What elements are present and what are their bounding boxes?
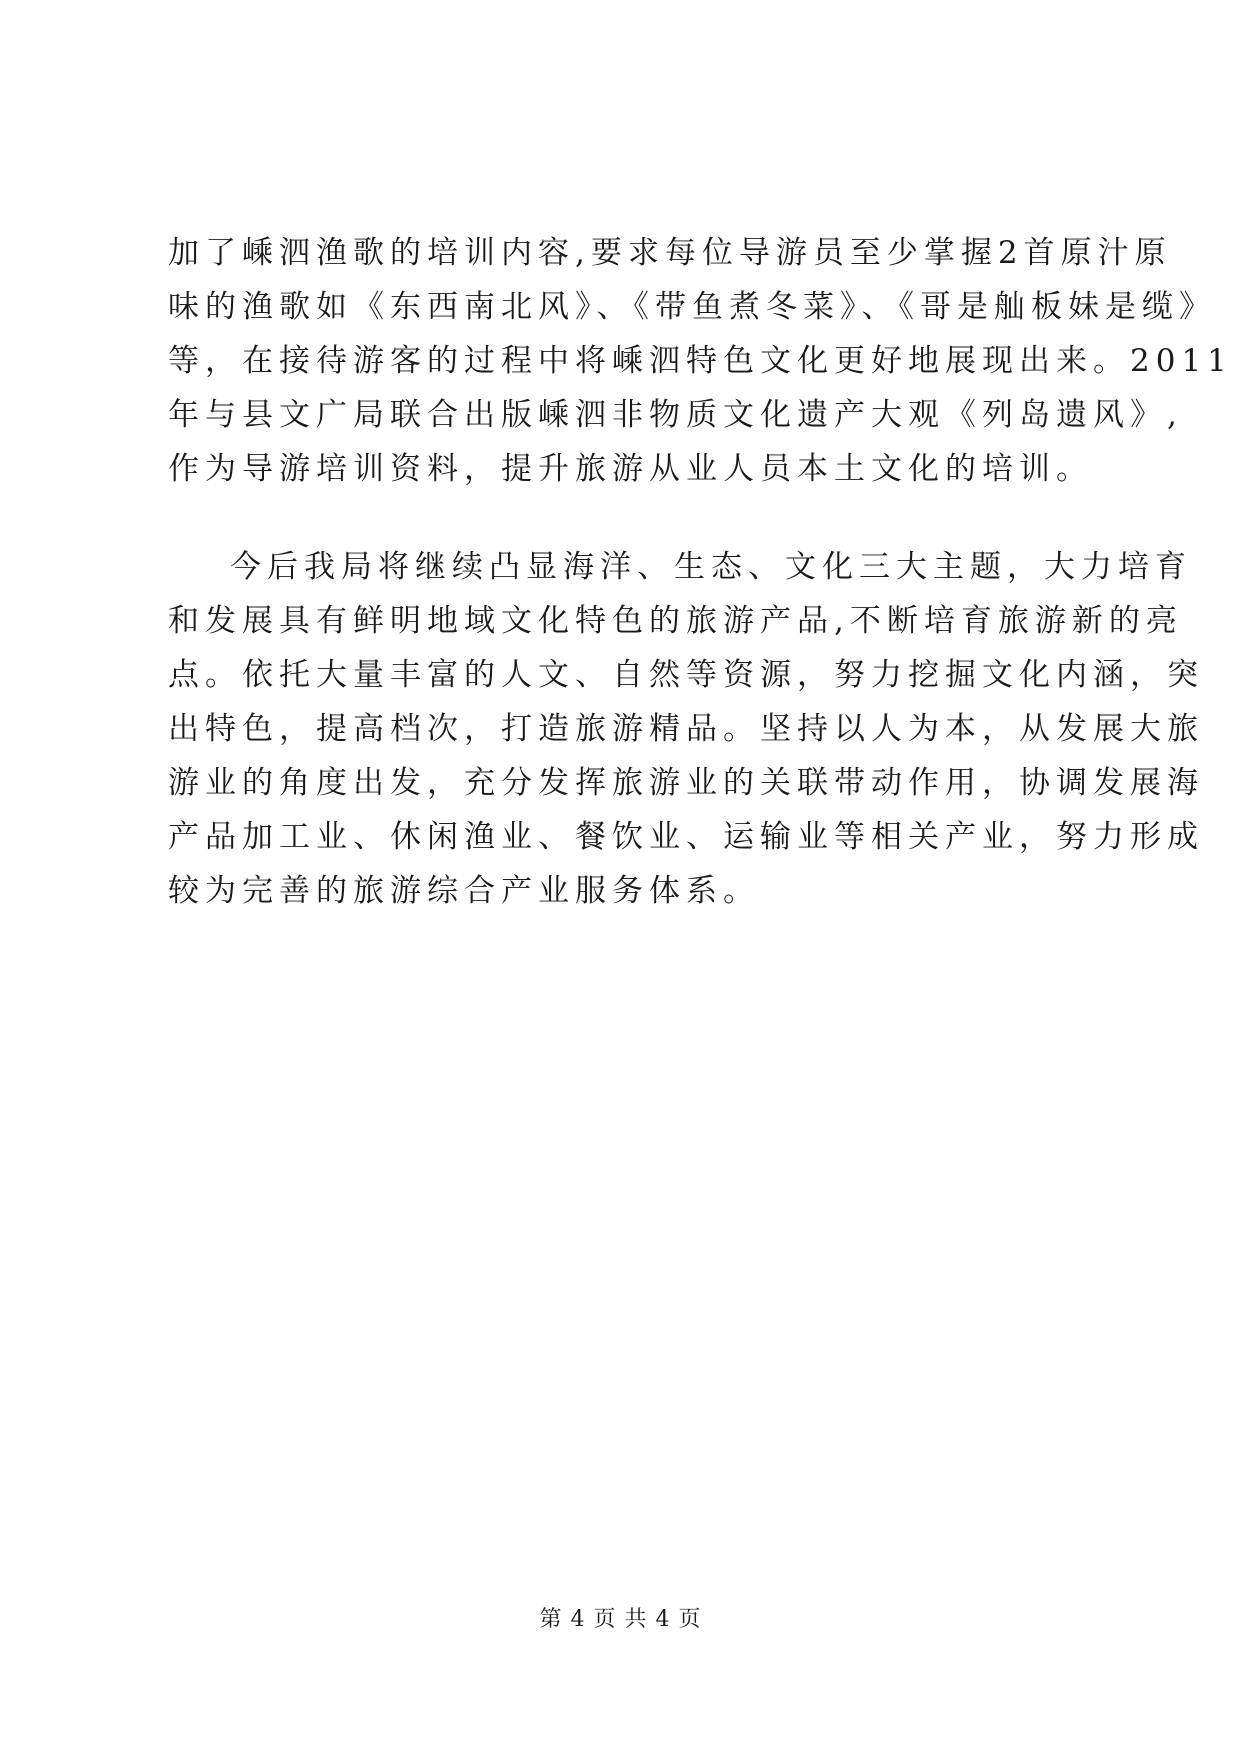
paragraph-line: 和发展具有鲜明地域文化特色的旅游产品,不断培育旅游新的亮 [168,603,1183,639]
page-number-footer: 第 4 页 共 4 页 [539,1607,702,1632]
paragraph-line: 游业的角度出发，充分发挥旅游业的关联带动作用，协调发展海 [168,765,1204,801]
paragraph-line: 较为完善的旅游综合产业服务体系。 [168,873,760,909]
paragraph-line: 点。依托大量丰富的人文、自然等资源，努力挖掘文化内涵，突 [168,657,1204,693]
paragraph-line: 加了嵊泗渔歌的培训内容,要求每位导游员至少掌握2首原汁原 [168,235,1172,271]
paragraph-line: 等，在接待游客的过程中将嵊泗特色文化更好地展现出来。2011 [168,343,1233,379]
paragraph-line: 味的渔歌如《东西南北风》、《带鱼煮冬菜》、《哥是舢板妹是缆》 [168,289,1216,325]
paragraph-line: 年与县文广局联合出版嵊泗非物质文化遗产大观《列岛遗风》, [168,397,1183,433]
paragraph-line: 产品加工业、休闲渔业、餐饮业、运输业等相关产业，努力形成 [168,819,1204,855]
paragraph-line: 出特色，提高档次，打造旅游精品。坚持以人为本，从发展大旅 [168,711,1204,747]
paragraph-future-plans [168,540,1204,918]
paragraph-continuation [168,226,1233,496]
paragraph-line: 今后我局将继续凸显海洋、生态、文化三大主题，大力培育 [230,549,1192,585]
paragraph-line: 作为导游培训资料，提升旅游从业人员本土文化的培训。 [168,451,1093,487]
